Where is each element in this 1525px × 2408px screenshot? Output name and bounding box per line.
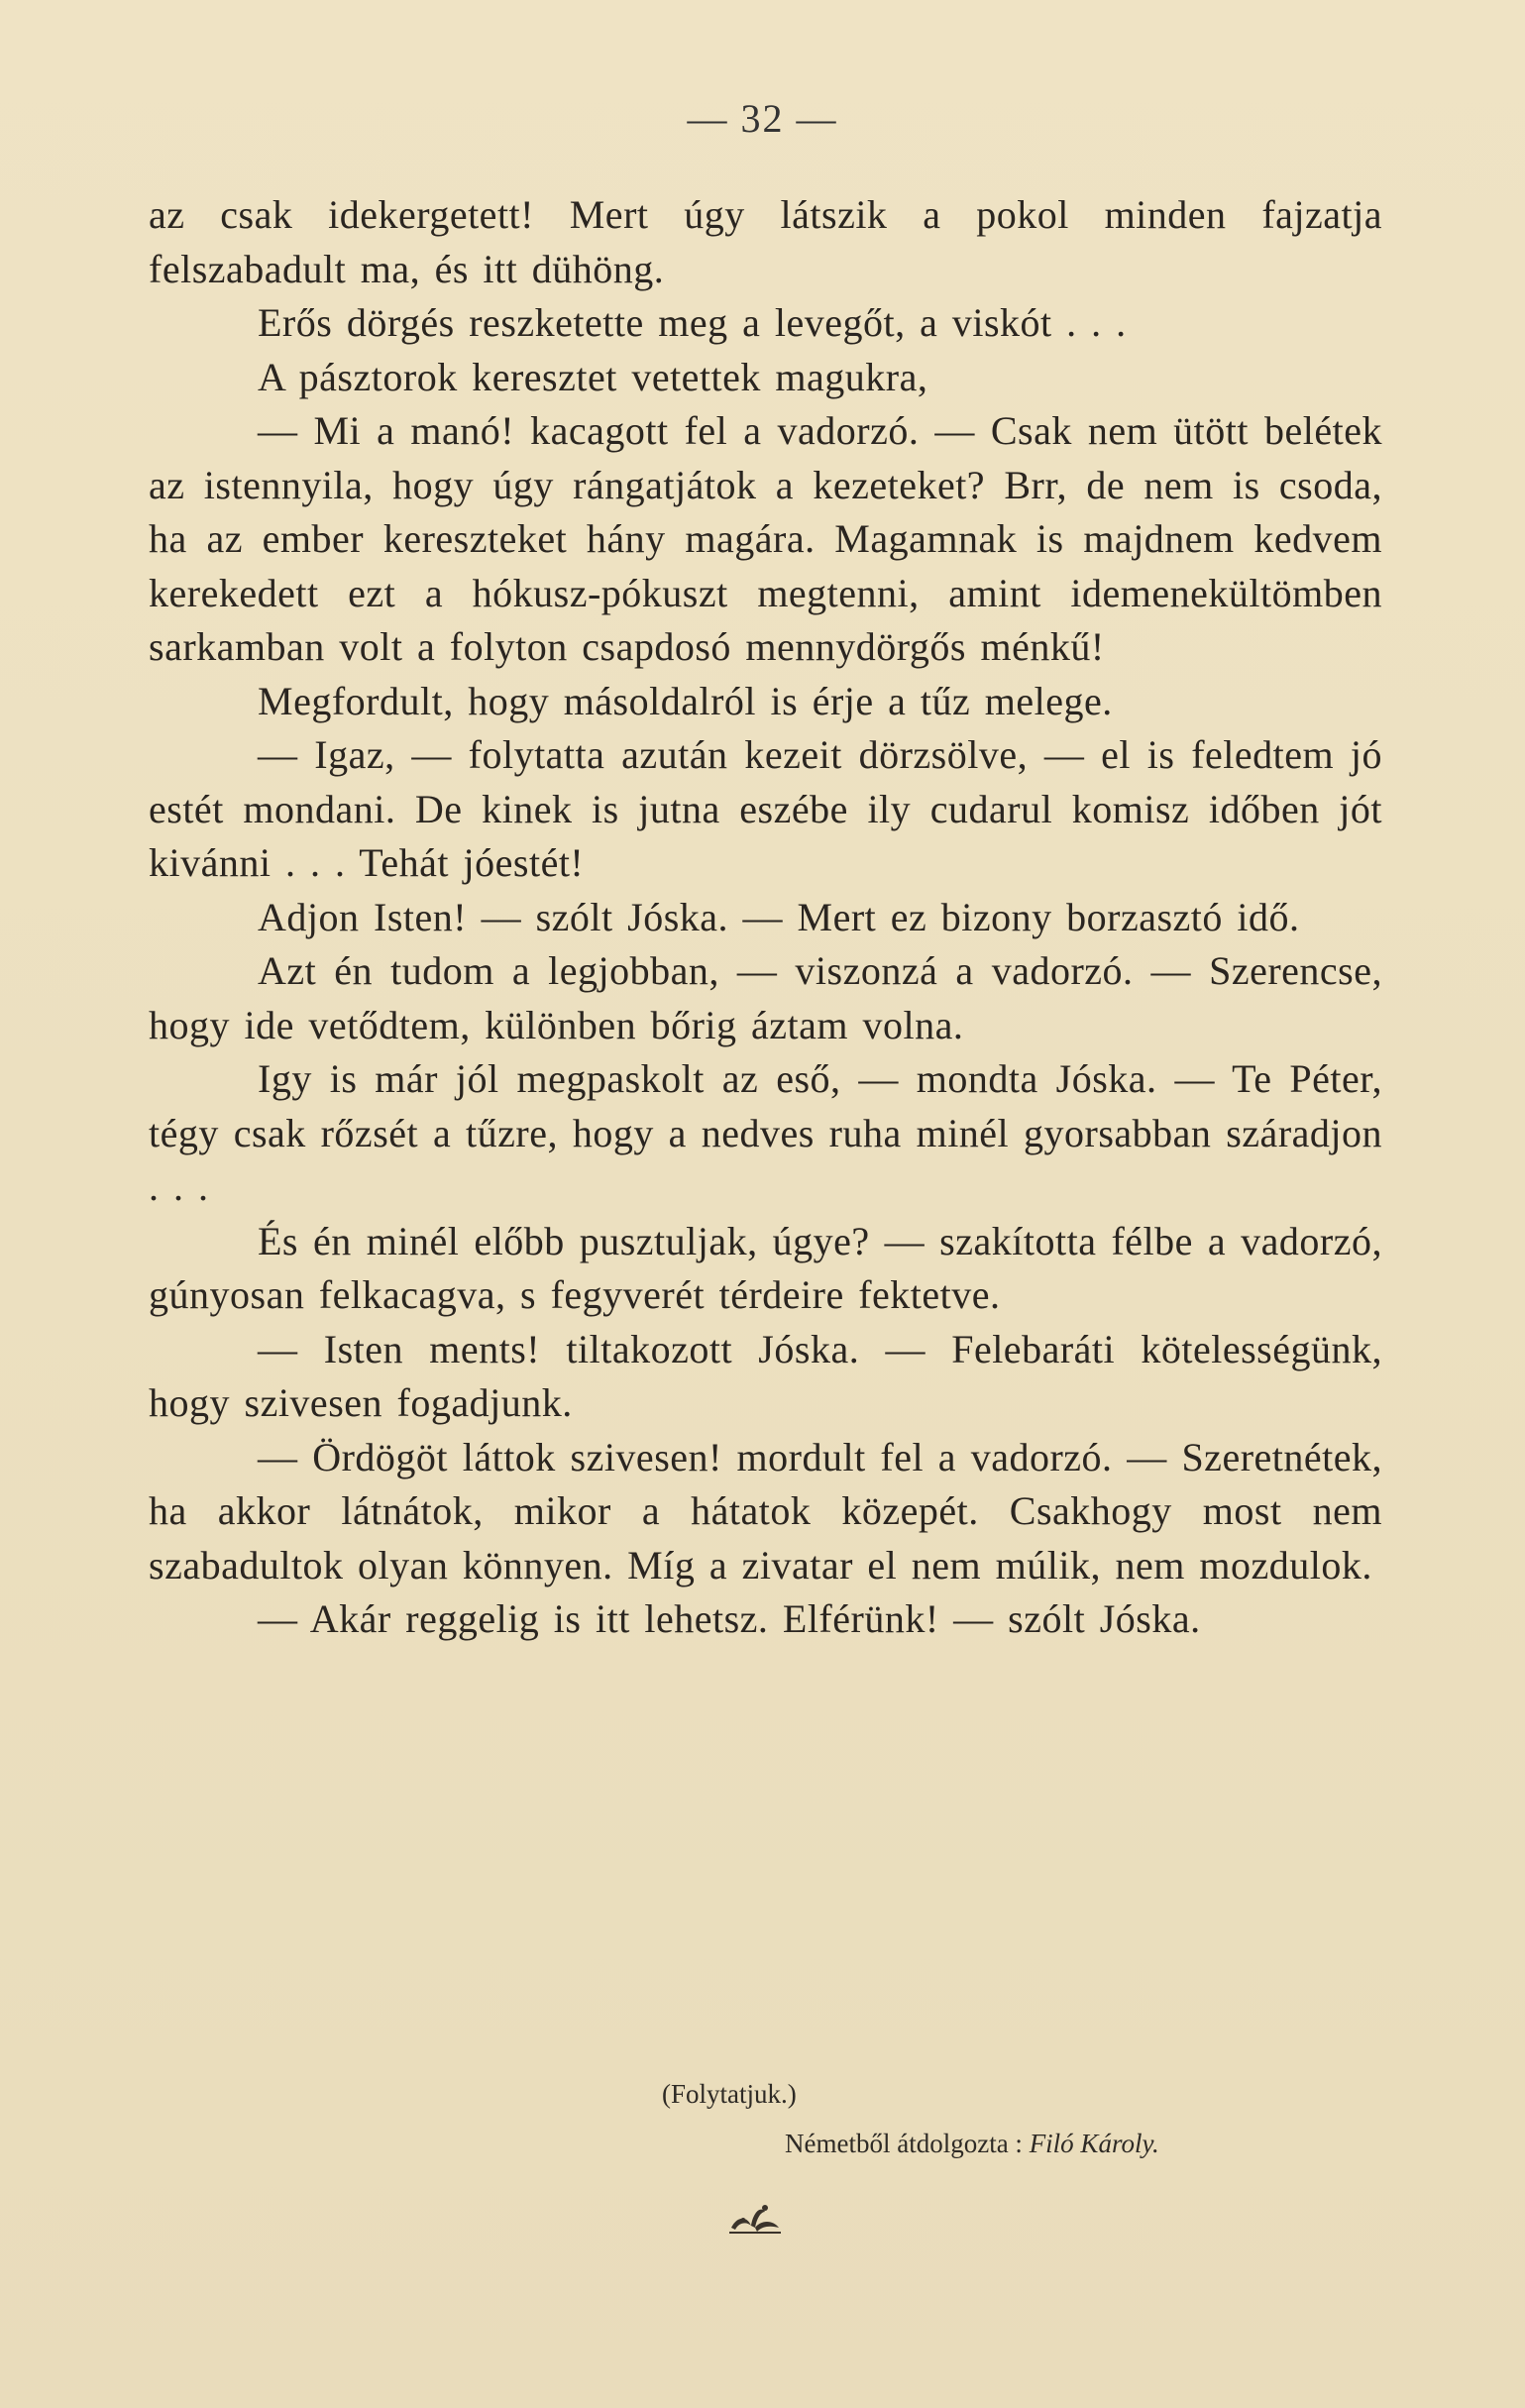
paragraph-4: — Mi a manó! kacagott fel a vadorzó. — Csak nem ütött belétek az istennyila, hogy úgy rángatjátok a kezeteket? Brr, de nem is csoda, ha az ember kereszteket hány magára. Magamnak is majdnem kedvem kerekedett ezt a hókusz-pókuszt megtenni, amint idemenekültömben sarkamban volt a folyton csapdosó mennydörgős ménkű!	[149, 408, 1382, 669]
credit-prefix: Németből átdolgozta :	[785, 2129, 1023, 2158]
paragraph-2: Erős dörgés reszketette meg a levegőt, a viskót . . .	[258, 300, 1127, 345]
paragraph-10: És én minél előbb pusztuljak, úgye? — szakította félbe a vadorzó, gúnyosan felkacagva, s fegyverét térdeire fektetve.	[149, 1218, 1382, 1317]
paragraph-13: — Akár reggelig is itt lehetsz. Elférünk! — szólt Jóska.	[258, 1596, 1201, 1641]
page-number: — 32 —	[687, 96, 838, 141]
paragraph-7: Adjon Isten! — szólt Jóska. — Mert ez bizony borzasztó idő.	[258, 894, 1300, 939]
paragraph-9: Igy is már jól megpaskolt az eső, — mondta Jóska. — Te Péter, tégy csak rőzsét a tűzre, hogy a nedves ruha minél gyorsabban száradjon . . .	[149, 1056, 1382, 1209]
paragraph-5: Megfordult, hogy másoldalról is érje a tűz melege.	[258, 678, 1113, 723]
paragraph-11: — Isten ments! tiltakozott Jóska. — Felebaráti kötelességünk, hogy szivesen fogadjunk.	[149, 1326, 1382, 1425]
paragraph-3: A pásztorok keresztet vetettek magukra,	[258, 354, 928, 399]
continued-note: (Folytatjuk.)	[662, 2079, 797, 2109]
paragraph-12: — Ördögöt láttok szivesen! mordult fel a vadorzó. — Szeretnétek, ha akkor látnátok, mikor a hátatok közepét. Csakhogy most nem szabadultok olyan könnyen. Míg a zivatar el nem múlik, nem mozdulok.	[149, 1434, 1382, 1587]
translator-credit	[0, 2129, 1525, 2159]
credit-author: Filó Károly.	[1029, 2129, 1159, 2158]
paragraph-8: Azt én tudom a legjobban, — viszonzá a vadorzó. — Szerencse, hogy ide vetődtem, különben bőrig áztam volna.	[149, 948, 1382, 1047]
body-text	[149, 188, 1382, 1647]
paragraph-1: az csak idekergetett! Mert úgy látszik a pokol minden fajzatja felszabadult ma, és itt dühöng.	[149, 192, 1382, 291]
paragraph-6: — Igaz, — folytatta azután kezeit dörzsölve, — el is feledtem jó estét mondani. De kinek is jutna eszébe ily cudarul komisz időben jót kivánni . . . Tehát jóestét!	[149, 732, 1382, 885]
floral-fleuron-icon	[725, 2198, 785, 2238]
